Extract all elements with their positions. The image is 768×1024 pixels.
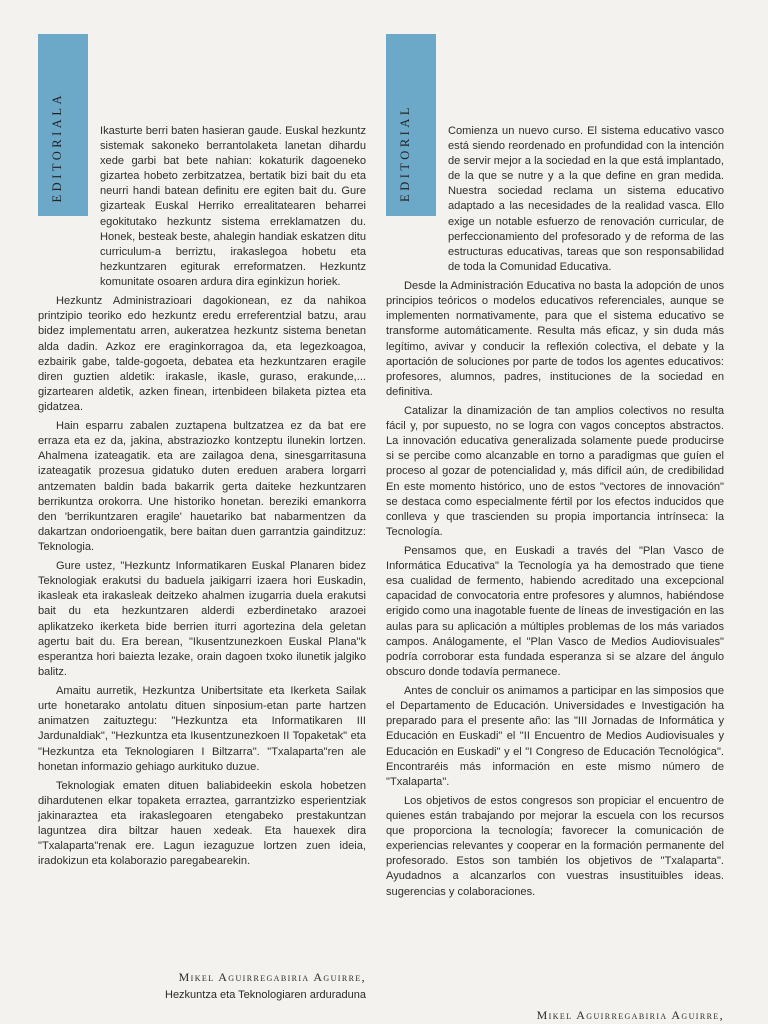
paragraph: Desde la Administración Educativa no basta la adopción de unos principios teóricos o modelos educativos referenciales, aunque se implementen normativamente, para que el sistema educativo se transforme automáticamente. Resulta más eficaz, y sin duda más legítimo, avivar y conducir la reflexión colectiva, el debate y la aportación de soluciones por parte de todos los agentes educativos: profesores, alumnos, padres, instituciones de la sociedad en definitiva.: [386, 280, 724, 398]
paragraph: Ikasturte berri baten hasieran gaude. Euskal hezkuntz sistemak sakoneko berrantolaketa lanetan dihardu xede garbi bat bete nahian: kokaturik dagoeneko gizartea hobeto zerbitzatzea, bertatik bizi bait du eta neurri handi batean definitu ere egiten bait du. Gure gizarteak Euskal Herriko errealitatearen beharrei egokitutako hezkuntz sistema erreklamatzen du. Honek, besteak beste, ahalegin handiak eskatzen ditu curriculum-a berriztu, irakaslegoa hobetu eta hezkuntzaren egiturak erreformatzen. Hezkuntz komunitate osoaren ardura dira eginkizun horiek.: [100, 125, 366, 288]
article-body: [386, 124, 724, 904]
signature-name: Mikel Aguirregabiria Aguirre,: [178, 970, 366, 984]
paragraph: Antes de concluir os animamos a participar en las simposios que el Departamento de Educación. Universidades e Investigación ha preparado para el presente año: las "III Jornadas de Informática y Educación en Euskadi" el "II Encuentro de Medios Audiovisuales y Educación en Euskadi" y el "I Congreso de Educación Tecnológica". Encontraréis más información en este mismo número de "Txalaparta".: [386, 685, 724, 788]
paragraph: Comienza un nuevo curso. El sistema educativo vasco está siendo reordenado en profundidad con la intención de servir mejor a la sociedad en la que está implantado, de la que se nutre y a la que define en gran medida. Nuestra sociedad reclama un sistema educativo adaptado a las necesidades de la realidad vasca. Ello exige un notable esfuerzo de renovación curricular, de perfeccionamiento del profesorado y de reforma de las estructuras educativas, tareas que son responsabilidad de toda la Comunidad Educativa.: [448, 125, 724, 273]
signature-name: Mikel Aguirregabiria Aguirre,: [536, 1008, 724, 1022]
paragraph: Los objetivos de estos congresos son propiciar el encuentro de quienes están trabajando por mejorar la escuela con los recursos que proporciona la tecnología; favorecer la comunicación de experiencias relevantes y cooperar en la formación permanente del profesorado. Estos son también los objetivos de "Txalaparta". Ayudadnos a alcanzarlos con vuestras insustituibles ideas. sugerencias y colaboraciones.: [386, 794, 724, 898]
signature: [537, 1008, 724, 1023]
paragraph: Hain esparru zabalen zuztapena bultzatzea ez da bat ere erraza eta ez da, jakina, abstraziozko kontzeptu ilunekin lortzen. Ahalmena izateagatik. eta are zailagoa dena, sinesgarritasuna izateagatik prozesua gidatuko duten ereduen arabera lorgarri antzematen baldin bada bakarrik gerta daiteke hezkuntzaren berrikuntza orokorra. Une historiko honetan. bereziki emankorra den 'berrikuntzaren eragile' hauetariko bat nabarmentzen da dakartzan ondorioengatik, bere baitan duen garrantzia gainditzuz: Teknologia.: [38, 420, 366, 553]
paragraph: Teknologiak ematen dituen baliabideekin eskola hobetzen dihardutenen elkar topaketa erraztea, garrantzizko esperientziak jakinaraztea eta irakaslegoaren etengabeko prestakuntzan laguntzea dira biltzar hauen xedeak. Eta hauexek dira "Txalaparta"renak ere. Lagun iezaguzue lortzen zuen ideia, iradokizun eta kolaborazio paregabearekin.: [38, 779, 366, 868]
article-body: [38, 124, 366, 874]
paragraph: Catalizar la dinamización de tan amplios colectivos no resulta fácil y, por supuesto, no se logra con vagos conceptos abstractos. La innovación educativa generalizada solamente puede producirse si se percibe como alcanzable en torno a paradigmas que guíen el proceso al gozar de potencialidad y, más difícil aún, de credibilidad En este momento histórico, uno de estos "vectores de innovación" se destaca como especialmente fértil por los efectos inducidos que conlleva y que trascienden su propia importancia intrínseca: la Tecnología.: [386, 405, 724, 538]
paragraph: Hezkuntz Administrazioari dagokionean, ez da nahikoa printzipio teoriko edo hezkuntz eredu erreferentzial batzu, arau bidez implementatu arren, aukeratzea hezkuntz sistema benetan alda dadin. Azkoz ere eraginkorragoa da, eta legezkoagoa, ezbairik gabe, talde-gogoeta, debatea eta hezkuntzaren eragile diren guztien aldetik: irakasle, ikasle, guraso, erakunde,... gizartearen aldetik, azken finean, irtenbideen bilaketa piztea eta gidatzea.: [38, 295, 366, 413]
section-label: EDITORIAL: [398, 104, 412, 202]
paragraph: Gure ustez, "Hezkuntz Informatikaren Euskal Planaren bidez Teknologiak erakutsi du baduela jaikigarri izaera hori Euskadin, ikasleak eta irakasleak deitzeko ahalmen izugarria duela erakutsi bait du eta hezkuntzaren alderdi ezberdinetako arazoei aplikatzeko ikerketa bide berrien iturri agortezina dela geletan agertu bait du. Era berean, "Ikusentzunezkoen Euskal Plana"k esperantza hori baiezta lezake, orain dagoen txoko ilunetik jalgiko balitz.: [38, 560, 366, 678]
section-label: EDITORIALA: [50, 91, 64, 202]
signature: [165, 970, 366, 1001]
paragraph: Amaitu aurretik, Hezkuntza Unibertsitate eta Ikerketa Sailak urte honetarako antolatu dituen sinposium-etan parte hartzen animatzen zaituztegu: "Hezkuntza eta Informatikaren III Jardunaldiak", "Hezkuntza eta Ikusentzunezkoen II Topaketak" eta "Hezkuntza eta Teknologiaren I Biltzarra". "Txalaparta"ren ale honetan informazio gehiago aurkituko duzue.: [38, 685, 366, 773]
signature-role: Hezkuntza eta Teknologiaren arduraduna: [165, 989, 366, 1001]
paragraph: Pensamos que, en Euskadi a través del "Plan Vasco de Informática Educativa" la Tecnología ya ha demostrado que tiene esa cualidad de fermento, habiendo acreditado una excepcional capacidad de convocatoria entre profesores y alumnos, habiéndose erigido como una inagotable fuente de líneas de investigación en las aulas para su aplicación a múltiples problemas de los más variados campos. Análogamente, el "Plan Vasco de Medios Audiovisuales" podría corroborar esta fundada esperanza si se alzare del ángulo obscuro donde todavía permanece.: [386, 545, 724, 678]
